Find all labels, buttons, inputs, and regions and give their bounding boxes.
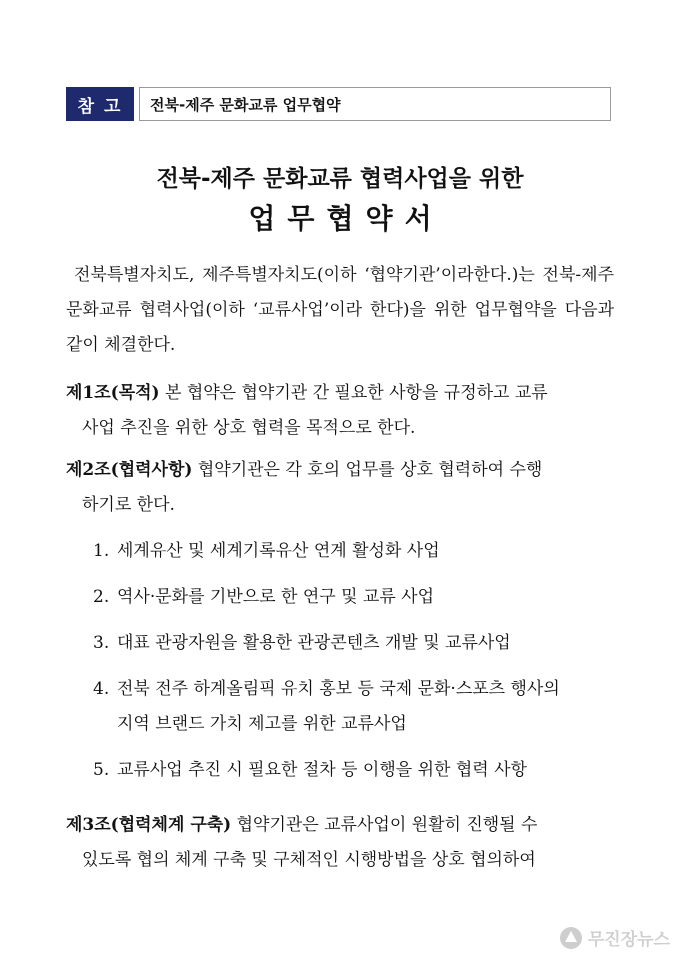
reference-title: 전북-제주 문화교류 업무협약 <box>139 87 611 121</box>
list-item <box>93 672 618 742</box>
list-item-text: 교류사업 추진 시 필요한 절차 등 이행을 위한 협력 사항 <box>117 760 527 780</box>
list-item <box>93 753 618 788</box>
article-2 <box>66 453 614 523</box>
article-3-text-cont: 있도록 협의 체계 구축 및 구체적인 시행방법을 상호 협의하여 <box>82 850 536 870</box>
document-subtitle: 전북-제주 문화교류 협력사업을 위한 <box>156 166 524 192</box>
article-1-text: 본 협약은 협약기관 간 필요한 사항을 규정하고 교류 <box>159 383 548 403</box>
document-title: 업무협약서 <box>248 202 444 235</box>
list-item-number: 2. <box>93 587 110 607</box>
article-1-text-cont: 사업 추진을 위한 상호 협력을 목적으로 한다. <box>82 418 416 438</box>
list-item-text: 세계유산 및 세계기록유산 연계 활성화 사업 <box>117 541 440 561</box>
reference-header <box>66 87 611 121</box>
list-item-number: 1. <box>93 541 110 561</box>
article-1-heading: 제1조(목적) <box>66 383 160 403</box>
watermark <box>560 925 670 950</box>
article-3-heading: 제3조(협력체계 구축) <box>66 815 232 835</box>
list-item-text: 역사·문화를 기반으로 한 연구 및 교류 사업 <box>117 587 435 607</box>
list-item <box>93 534 618 569</box>
list-item-text: 전북 전주 하계올림픽 유치 홍보 등 국제 문화·스포츠 행사의 <box>117 679 560 699</box>
watermark-text: 무진장뉴스 <box>587 930 670 950</box>
list-item <box>93 580 618 615</box>
list-item-number: 5. <box>93 760 110 780</box>
list-item-text: 대표 관광자원을 활용한 관광콘텐츠 개발 및 교류사업 <box>117 633 511 653</box>
list-item-text-cont: 지역 브랜드 가치 제고를 위한 교류사업 <box>117 714 407 734</box>
list-item <box>93 626 618 661</box>
mountain-logo-icon <box>560 927 582 949</box>
article-1 <box>66 376 614 446</box>
article-3-text: 협약기관은 교류사업이 원활히 진행될 수 <box>231 815 538 835</box>
intro-paragraph: 전북특별자치도, 제주특별자치도(이하 ‘협약기관’이라한다.)는 전북-제주 문화교류 협력사업(이하 ‘교류사업’이라 한다)을 위한 업무협약을 다음과 같이 체결한다. <box>66 265 614 355</box>
reference-tag: 참 고 <box>66 87 134 121</box>
article-2-text: 협약기관은 각 호의 업무를 상호 협력하여 수행 <box>192 460 543 480</box>
list-item-number: 3. <box>93 633 110 653</box>
article-3 <box>66 808 614 878</box>
article-2-heading: 제2조(협력사항) <box>66 460 193 480</box>
article-2-text-cont: 하기로 한다. <box>82 495 175 515</box>
list-item-number: 4. <box>93 679 110 699</box>
